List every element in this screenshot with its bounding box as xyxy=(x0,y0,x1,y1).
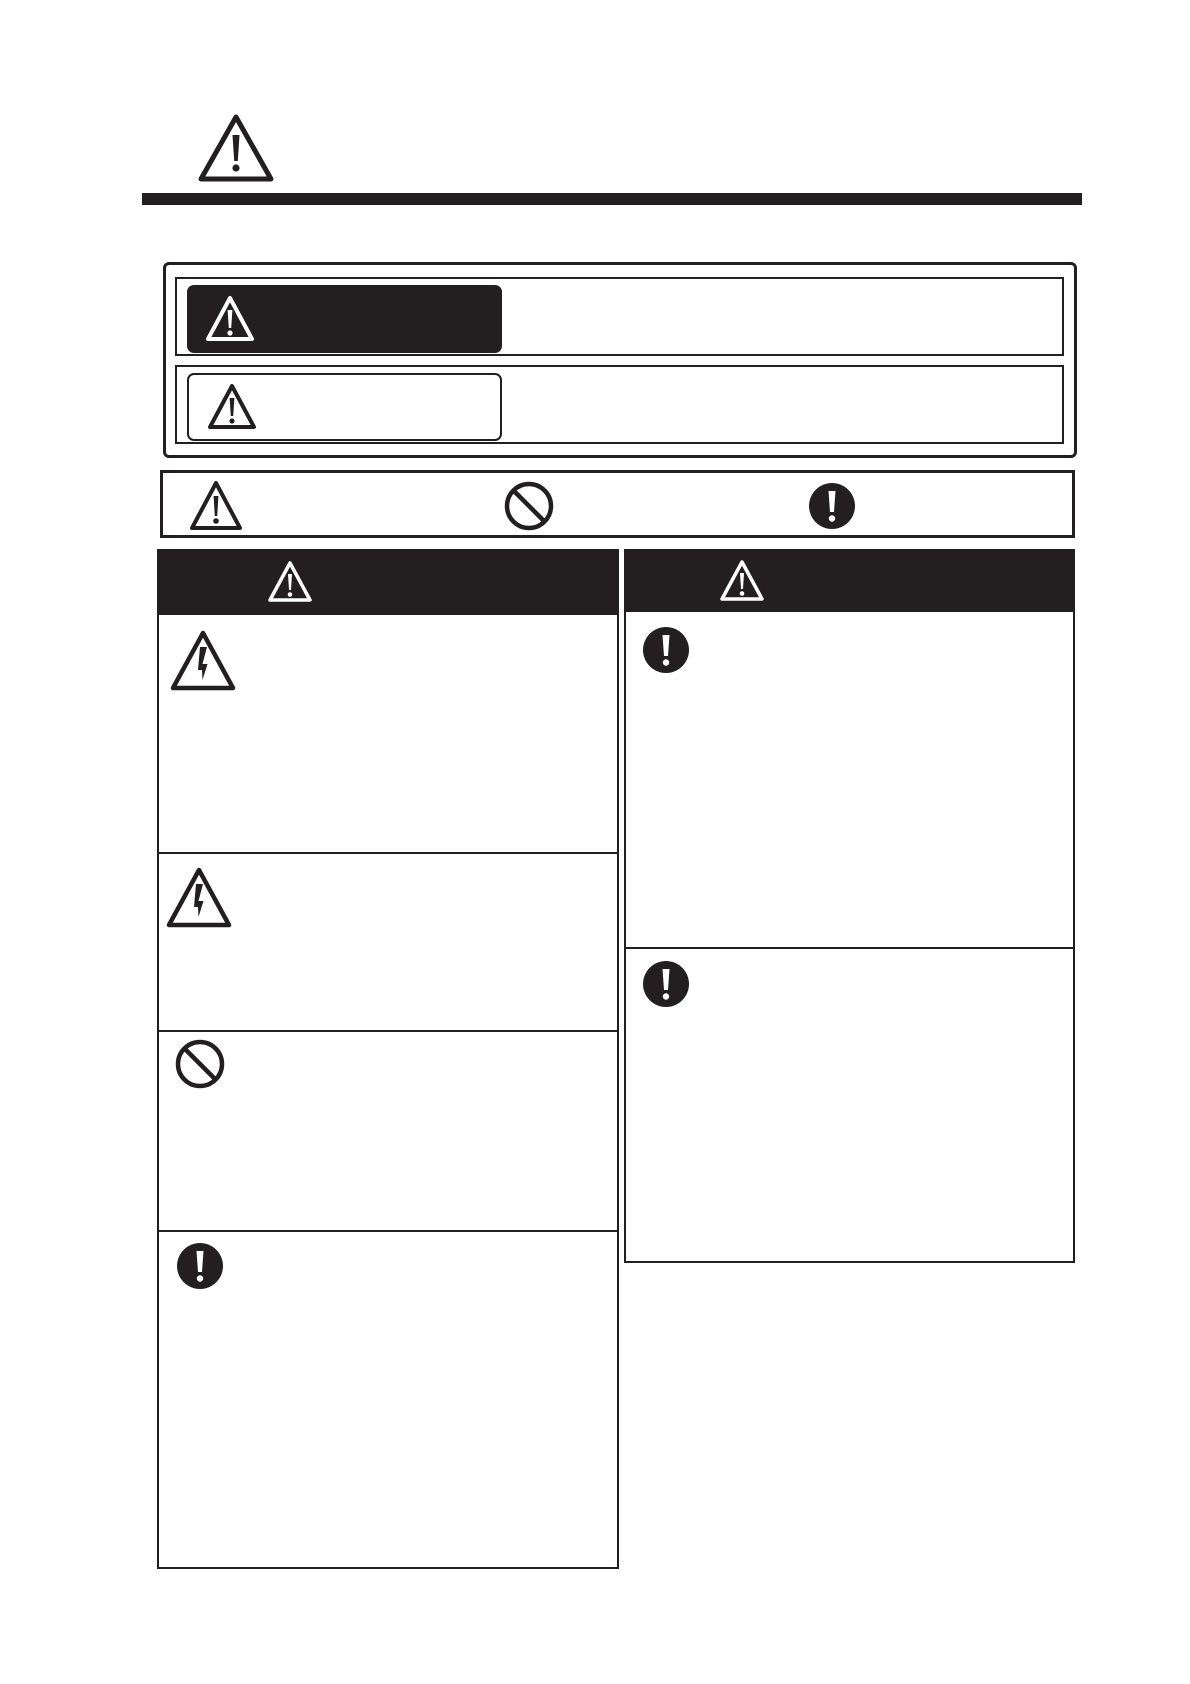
header-rule xyxy=(142,193,1082,205)
warning-triangle-icon xyxy=(205,295,255,343)
warning-triangle-icon xyxy=(207,383,257,431)
left-item-text xyxy=(246,632,606,832)
item-divider xyxy=(157,1230,619,1232)
mandatory-action-icon xyxy=(174,1240,238,1304)
left-item-text xyxy=(246,870,606,1020)
left-column-header xyxy=(157,549,619,615)
electric-shock-icon xyxy=(165,866,229,930)
item-divider xyxy=(624,947,1075,949)
header-warning-icon xyxy=(198,113,274,183)
right-item-text xyxy=(708,964,1063,1249)
symbol-legend-label xyxy=(250,490,490,520)
page-title xyxy=(290,128,990,172)
item-divider xyxy=(157,1030,619,1032)
prohibition-icon xyxy=(503,480,555,532)
warning-signal-label xyxy=(187,285,502,353)
warning-triangle-icon xyxy=(267,560,313,604)
right-item-text xyxy=(708,630,1063,930)
symbol-legend-label xyxy=(868,490,1068,520)
item-divider xyxy=(157,852,619,854)
prohibition-icon xyxy=(174,1038,238,1102)
left-item-text xyxy=(246,1044,606,1224)
mandatory-action-icon xyxy=(640,624,704,688)
symbol-legend-label xyxy=(565,490,795,520)
caution-signal-description xyxy=(510,375,1050,435)
right-column-header xyxy=(624,549,1075,612)
left-item-text xyxy=(246,1246,606,1556)
warning-signal-description xyxy=(510,287,1050,347)
caution-signal-label xyxy=(187,373,502,441)
mandatory-action-icon xyxy=(640,958,704,1022)
electric-shock-icon xyxy=(169,629,233,693)
mandatory-action-icon xyxy=(806,480,858,532)
warning-triangle-icon xyxy=(189,480,241,532)
warning-triangle-icon xyxy=(719,559,765,603)
